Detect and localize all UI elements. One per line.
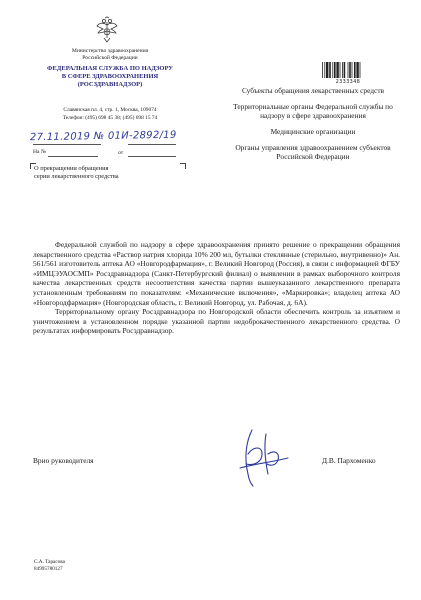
barcode-bar	[329, 62, 331, 78]
coat-of-arms-icon	[94, 16, 120, 44]
barcode-number: 2333348	[335, 79, 361, 85]
barcode-bar	[356, 62, 358, 78]
service-line: (РОСЗДРАВНАДЗОР)	[77, 81, 143, 88]
barcode-bar	[340, 62, 341, 78]
addressee-block	[232, 86, 394, 168]
barcode-bar	[324, 62, 325, 78]
subject-line: О прекращении обращения	[34, 165, 109, 172]
signatory-name: Д.В. Пархоменко	[322, 456, 376, 465]
sender-address	[18, 107, 202, 122]
ministry-name	[30, 48, 190, 61]
executor-phone: 84995780127	[34, 565, 63, 572]
barcode	[322, 62, 374, 78]
barcode-bar	[336, 62, 338, 78]
body-paragraph: Федеральной службой по надзору в сфере здравоохранения принято решение о прекращении обращения лекарственного средства «Раствор натрия хлорида 10% 200 мл, бутылки стеклянные (стерильно, внутривенно)» Ан. 561/561 изготовитель аптека АО «Новгородфармация», г. Великий Новгород (Россия), в связи с информацией ФГБУ «ИМЦЭУАОСМП» Росздравнадзора (Санкт-Петербургский филиал) о выявлении в рамках выборочного контроля качества лекарственных средств несоответствия качества партии вышеуказанного лекарственного препарата установленным требованиям по показателям: «Механические включения», «Маркировка»; владелец аптека АО «Новгородфармация» (Новгородская область, г. Великий Новгород, ул. Рабочая, д. 6А).	[33, 240, 400, 307]
service-name	[18, 65, 202, 89]
barcode-bar	[360, 62, 361, 78]
letter-body	[33, 240, 400, 336]
executor-name: С.А. Тарасова	[34, 559, 65, 565]
handwritten-signature	[232, 424, 292, 488]
reference-date-line	[128, 156, 176, 157]
addressee-item: Территориальные органы Федеральной службы по надзору в сфере здравоохранения	[233, 101, 393, 121]
handwritten-date-number: 27.11.2019 № 01И-2892/19	[29, 129, 177, 144]
barcode-bar	[348, 62, 349, 78]
subject-line: серии лекарственного средства	[34, 173, 119, 181]
phone-line: Телефон: (495) 698 45 38; (495) 698 15 74	[62, 114, 158, 121]
ministry-line: Российской Федерации	[82, 54, 138, 61]
service-line: В СФЕРЕ ЗДРАВООХРАНЕНИЯ	[61, 73, 159, 80]
letter-subject	[34, 165, 184, 181]
barcode-bar	[326, 62, 328, 78]
reference-date-label: от	[118, 150, 124, 156]
addressee-item: Органы управления здравоохранением субъектов Российской Федерации	[235, 142, 391, 161]
executor-info	[34, 559, 65, 572]
service-line: ФЕДЕРАЛЬНАЯ СЛУЖБА ПО НАДЗОРУ	[46, 65, 174, 72]
barcode-bar	[334, 62, 336, 78]
barcode-bar	[342, 62, 343, 78]
addressee-item: Медицинские организации	[270, 126, 356, 136]
barcode-bar	[349, 62, 351, 78]
barcode-bar	[322, 62, 323, 78]
barcode-bar	[352, 62, 353, 78]
date-underline	[33, 144, 101, 145]
addressee-item: Субъекты обращения лекарственных средств	[241, 86, 385, 95]
signatory-title: Врио руководителя	[33, 456, 94, 465]
body-paragraph: Территориальному органу Росздравнадзора по Новгородской области обеспечить контроль за изъятием и уничтожением в установленном порядке указанной партии недоброкачественного лекарственного средства. О результатах информировать Росздравнадзор.	[33, 307, 400, 336]
reference-number-line	[48, 156, 98, 157]
barcode-bar	[332, 62, 333, 78]
barcode-bar	[344, 62, 346, 78]
number-underline	[128, 144, 176, 145]
reference-number-label: На №	[33, 149, 47, 155]
barcode-bar	[354, 62, 356, 78]
address-line: Славянская пл. 4, стр. 1, Москва, 109074	[63, 107, 157, 113]
ministry-line: Министерство здравоохранения	[71, 48, 149, 54]
